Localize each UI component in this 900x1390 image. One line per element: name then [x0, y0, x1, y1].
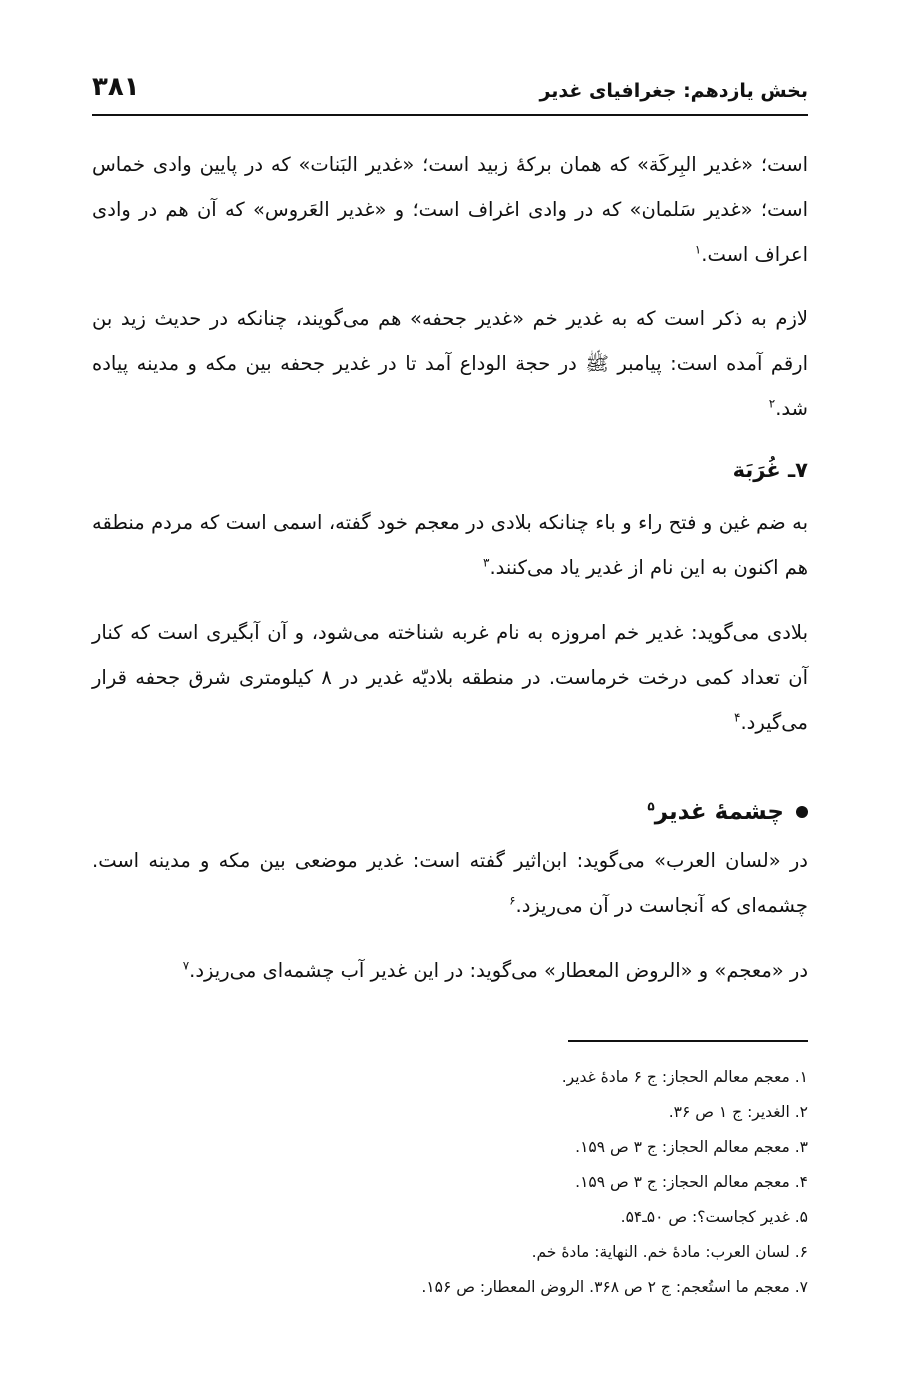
footnote-ref: ۵ — [647, 799, 655, 814]
paragraph-text: در «معجم» و «الروض المعطار» می‌گوید: در این غدیر آب چشمه‌ای می‌ریزد. — [189, 959, 808, 982]
footnote-1: ۱. معجم معالم الحجاز: ج ۶ مادهٔ غدیر. — [561, 1068, 808, 1086]
subheading-block — [92, 450, 808, 490]
section-heading-text: چشمهٔ غدیر — [654, 799, 784, 825]
footnote-ref: ۴ — [734, 710, 741, 725]
paragraph-text: است؛ «غدیر البِرکَة» که همان برکهٔ زبید است؛ «غدیر البَنات» که در پایین وادی خماس است؛ «غدیر سَلمان» که در وادی اغراف است؛ و «غدیر العَروس» که آن هم در وادی اعراف است. — [92, 153, 808, 266]
paragraph-text: بلادی می‌گوید: غدیر خم امروزه به نام غربه شناخته می‌شود، و آن آبگیری است که کنار آن تعداد کمی درخت خرماست. در منطقه بلادیّه غدیر در ۸ کیلومتری شرق جحفه قرار می‌گیرد. — [92, 621, 809, 734]
footnote-ref: ۶ — [509, 893, 516, 908]
paragraph-1 — [92, 142, 808, 277]
page-header — [92, 66, 808, 116]
paragraph-2 — [92, 296, 808, 431]
paragraph-4 — [92, 610, 808, 745]
footnote-ref: ۳ — [483, 555, 490, 570]
section-heading-block — [92, 790, 808, 834]
subheading: ۷ـ غُرَبَة — [732, 458, 808, 482]
footnote-3: ۳. معجم معالم الحجاز: ج ۳ ص ۱۵۹. — [575, 1138, 808, 1156]
paragraph-text: در «لسان العرب» می‌گوید: ابن‌اثیر گفته است: غدیر موضعی بین مکه و مدینه است. چشمه‌ای که آنجاست در آن می‌ریزد. — [92, 849, 808, 917]
paragraph-6 — [92, 948, 808, 993]
paragraph-text: به ضم غین و فتح راء و باء چنانکه بلادی در معجم خود گفته، اسمی است که مردم منطقه هم اکنون به این نام از غدیر یاد می‌کنند. — [92, 511, 808, 579]
page-number: ۳۸۱ — [92, 72, 140, 102]
footnote-ref: ۲ — [768, 396, 776, 411]
footnote-4: ۴. معجم معالم الحجاز: ج ۳ ص ۱۵۹. — [575, 1173, 808, 1191]
footnote-2: ۲. الغدیر: ج ۱ ص ۳۶. — [668, 1103, 808, 1121]
footnote-5: ۵. غدیر کجاست؟: ص ۵۰ـ۵۴. — [620, 1208, 808, 1226]
paragraph-text: لازم به ذکر است که به غدیر خم «غدیر جحفه» هم می‌گویند، چنانکه در حدیث زید بن ارقم آمده است: پیامبر ﷺ در حجة الوداع آمد تا در غدیر جحفه بین مکه و مدینه پیاده شد. — [92, 307, 808, 420]
bullet-icon — [796, 806, 808, 818]
footnote-ref: ۷ — [182, 958, 190, 973]
footnote-7: ۷. معجم ما استُعجم: ج ۲ ص ۳۶۸. الروض المعطار: ص ۱۵۶. — [421, 1278, 808, 1296]
paragraph-5 — [92, 838, 808, 928]
footnote-ref: ۱ — [694, 242, 702, 257]
paragraph-3 — [92, 500, 808, 590]
footnote-6: ۶. لسان العرب: مادهٔ خم. النهایة: مادهٔ خم. — [531, 1243, 808, 1261]
footnotes — [92, 1060, 808, 1305]
running-title: بخش یازدهم: جغرافیای غدیر — [539, 80, 808, 102]
section-heading — [92, 790, 808, 834]
